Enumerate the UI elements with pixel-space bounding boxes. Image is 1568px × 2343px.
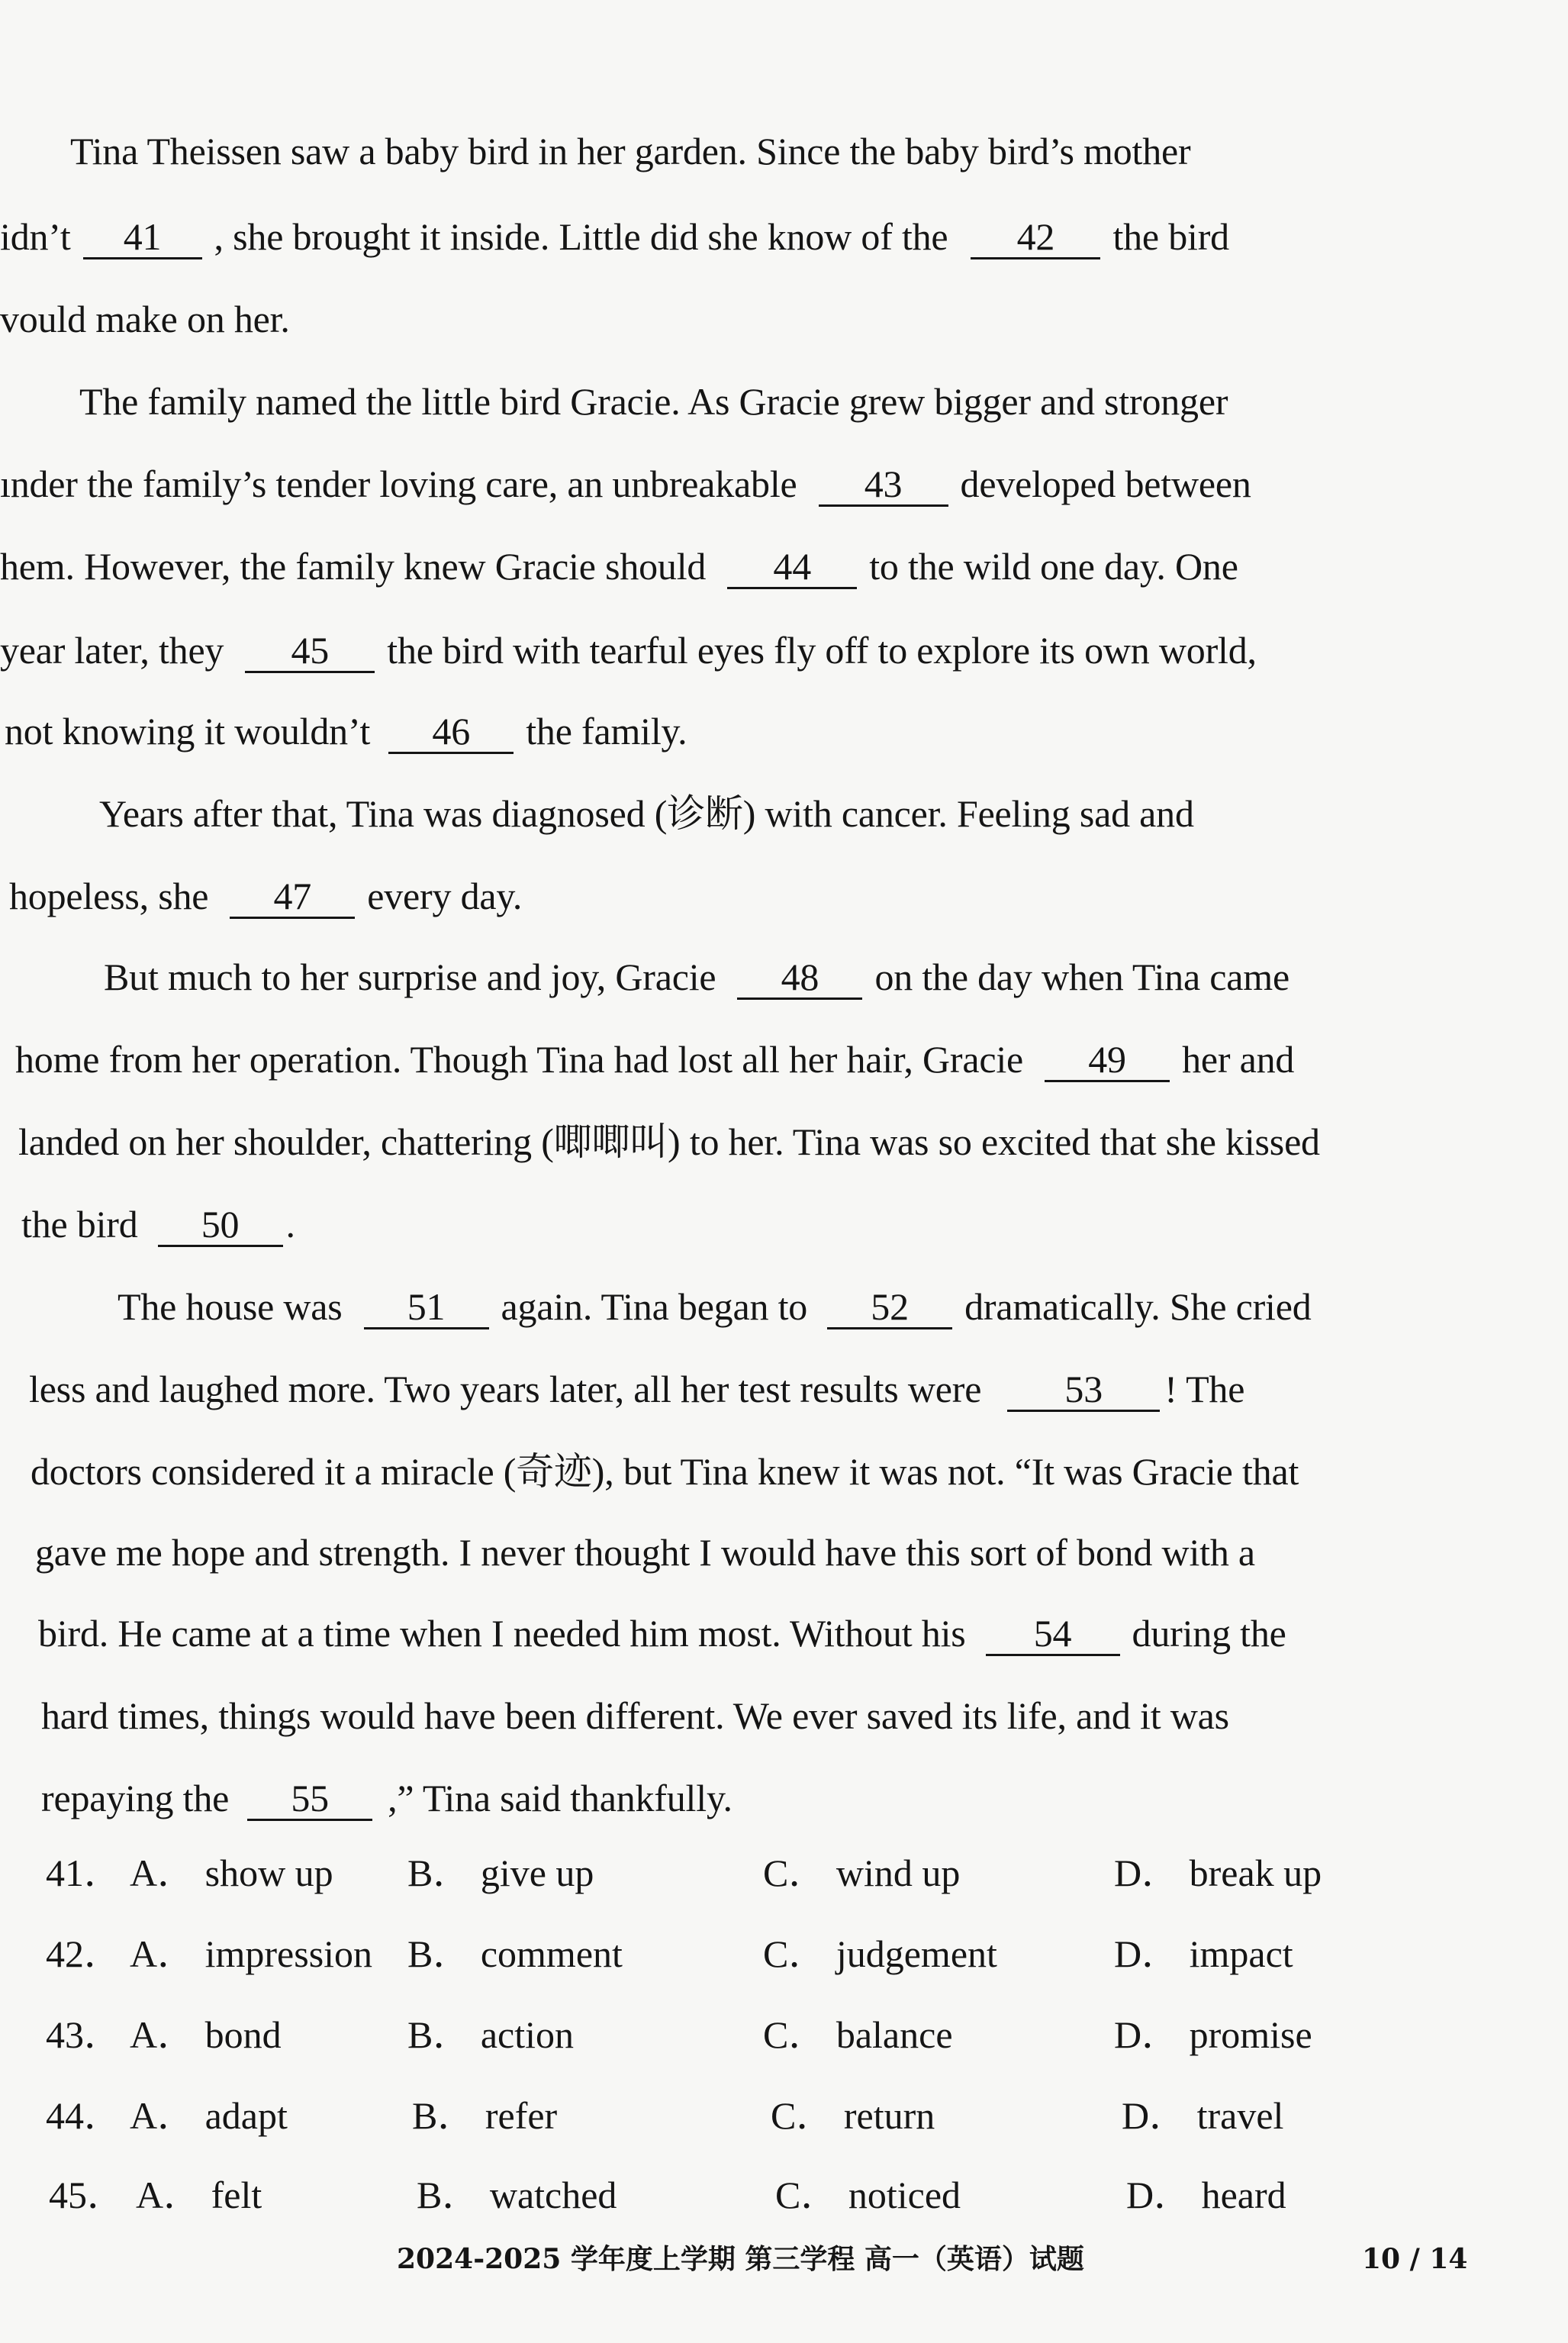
page-number: 10 / 14 xyxy=(1362,2243,1468,2275)
blank-47: 47 xyxy=(230,875,355,919)
blank-44: 44 xyxy=(727,546,857,589)
option-c: C． noticed xyxy=(775,2174,961,2216)
option-b: B． comment xyxy=(407,1932,623,1975)
passage-line: bird. He came at a time when I needed him most. Without his 54 during the xyxy=(38,1612,1286,1655)
passage-line: not knowing it wouldn’t 46 the family. xyxy=(5,710,687,753)
passage-line: landed on her shoulder, chattering (唧唧叫) to her. Tina was so excited that she kissed xyxy=(18,1120,1320,1163)
option-d: D． travel xyxy=(1122,2094,1284,2137)
passage-line: hard times, things would have been different. We ever saved its life, and it was xyxy=(41,1694,1229,1737)
option-a: A． show up xyxy=(130,1852,333,1894)
passage-line: Years after that, Tina was diagnosed (诊断) with cancer. Feeling sad and xyxy=(99,792,1194,835)
passage-line: But much to her surprise and joy, Gracie 48 on the day when Tina came xyxy=(104,956,1289,998)
passage-line: home from her operation. Though Tina had lost all her hair, Gracie 49 her and xyxy=(15,1038,1295,1081)
option-a: A． impression xyxy=(130,1932,373,1975)
option-c: C． judgement xyxy=(763,1932,997,1975)
passage-line: The family named the little bird Gracie. As Gracie grew bigger and stronger xyxy=(79,380,1228,423)
blank-46: 46 xyxy=(388,711,514,754)
option-b: B． watched xyxy=(417,2174,617,2216)
question-number: 43． xyxy=(46,2013,122,2056)
blank-55: 55 xyxy=(247,1777,372,1821)
option-c: C． wind up xyxy=(763,1852,961,1894)
option-c: C． balance xyxy=(763,2013,953,2056)
passage-line: hem. However, the family knew Gracie should 44 to the wild one day. One xyxy=(0,545,1238,588)
passage-line: ınder the family’s tender loving care, an unbreakable 43 developed between xyxy=(0,462,1251,505)
blank-51: 51 xyxy=(364,1286,489,1329)
question-number: 41． xyxy=(46,1852,122,1894)
passage-line: less and laughed more. Two years later, all her test results were 53 ! The xyxy=(29,1368,1245,1410)
blank-45: 45 xyxy=(245,630,375,673)
question-number: 45． xyxy=(49,2174,125,2216)
blank-54: 54 xyxy=(986,1613,1120,1656)
option-b: B． action xyxy=(407,2013,575,2056)
option-d: D． break up xyxy=(1114,1852,1322,1894)
passage-line: year later, they 45 the bird with tearful eyes fly off to explore its own world, xyxy=(0,629,1257,672)
passage-line: doctors considered it a miracle (奇迹), but Tina knew it was not. “It was Gracie that xyxy=(31,1450,1299,1493)
option-a: A． bond xyxy=(130,2013,282,2056)
passage-line: The house was 51 again. Tina began to 52 dramatically. She cried xyxy=(118,1285,1312,1328)
blank-48: 48 xyxy=(737,956,862,1000)
blank-49: 49 xyxy=(1045,1039,1170,1082)
option-row-44 xyxy=(46,2093,1496,2138)
passage-line: Tina Theissen saw a baby bird in her garden. Since the baby bird’s mother xyxy=(70,130,1191,172)
passage-line: the bird 50 . xyxy=(21,1203,295,1246)
passage-line: hopeless, she 47 every day. xyxy=(9,875,523,917)
blank-41: 41 xyxy=(83,216,202,259)
blank-42: 42 xyxy=(971,216,1100,259)
option-b: B． refer xyxy=(412,2094,558,2137)
passage-line: gave me hope and strength. I never thought I would have this sort of bond with a xyxy=(35,1531,1255,1574)
question-number: 44． xyxy=(46,2094,122,2137)
blank-53: 53 xyxy=(1007,1368,1160,1412)
option-row-43 xyxy=(46,2012,1496,2058)
blank-43: 43 xyxy=(819,463,948,507)
option-b: B． give up xyxy=(407,1852,594,1894)
page-footer-title: 2024-2025 学年度上学期 第三学程 高一（英语）试题 xyxy=(397,2243,1084,2275)
blank-50: 50 xyxy=(158,1204,283,1247)
passage-line: repaying the 55 ,” Tina said thankfully. xyxy=(41,1777,732,1819)
passage-line: vould make on her. xyxy=(0,298,290,340)
question-number: 42． xyxy=(46,1932,122,1975)
option-a: A． felt xyxy=(136,2174,262,2216)
option-row-45 xyxy=(49,2172,1499,2218)
blank-52: 52 xyxy=(827,1286,952,1329)
option-row-41 xyxy=(46,1850,1496,1896)
option-c: C． return xyxy=(771,2094,935,2137)
option-d: D． heard xyxy=(1126,2174,1286,2216)
option-d: D． promise xyxy=(1114,2013,1312,2056)
option-d: D． impact xyxy=(1114,1932,1293,1975)
option-a: A． adapt xyxy=(130,2094,288,2137)
passage-line: idn’t 41 , she brought it inside. Little did she know of the 42 the bird xyxy=(0,215,1229,258)
option-row-42 xyxy=(46,1931,1496,1977)
